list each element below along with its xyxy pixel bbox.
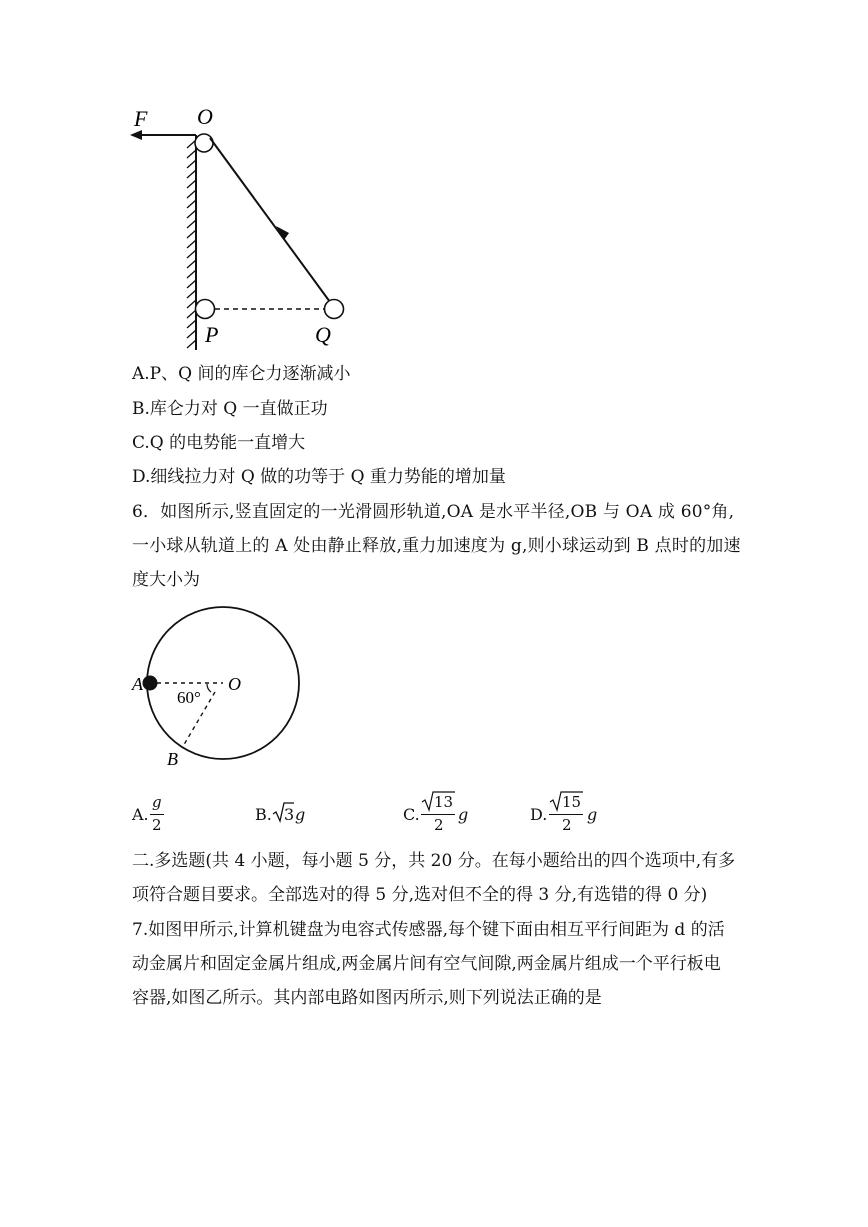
q6-option-c-var: g	[458, 805, 469, 824]
q5-option-b: B.库仑力对 Q 一直做正功	[132, 399, 328, 419]
label-O2: O	[228, 674, 241, 694]
q7-stem-line2: 动金属片和固定金属片组成,两金属片间有空气间隙,两金属片组成一个平行板电	[132, 954, 721, 974]
q6-option-a-prefix: A.	[132, 805, 149, 824]
q5-option-c: C.Q 的电势能一直增大	[132, 433, 306, 453]
q5-option-a: A.P、Q 间的库仑力逐渐减小	[132, 364, 351, 384]
q6-stem-line3: 度大小为	[132, 570, 200, 590]
q6-option-b-radicand: 3	[284, 805, 295, 824]
q7-stem-line1: 7.如图甲所示,计算机键盘为电容式传感器,每个键下面由相互平行间距为 d 的活	[132, 920, 725, 940]
label-A: A	[132, 674, 143, 694]
q6-option-b-var: g	[295, 805, 306, 824]
q6-option-d-prefix: D.	[530, 805, 548, 824]
section2-line2: 项符合题目要求。全部选对的得 5 分,选对但不全的得 3 分,有选错的得 0 分)	[132, 885, 708, 905]
label-Q: Q	[315, 322, 331, 347]
q6-option-a-den: 2	[152, 816, 162, 834]
string-OQ	[210, 138, 330, 302]
q6-stem-line1: 6．如图所示,竖直固定的一光滑圆形轨道,OA 是水平半径,OB 与 OA 成 60°角,	[132, 502, 735, 522]
q6-option-d-den: 2	[562, 816, 572, 834]
q6-option-a-num: g	[152, 793, 162, 811]
angle-arc	[207, 684, 211, 692]
section2-line1: 二.多选题(共 4 小题，每小题 5 分，共 20 分。在每小题给出的四个选项中,有多	[132, 851, 736, 871]
force-arrowhead	[130, 130, 142, 140]
q6-option-c-prefix: C.	[403, 805, 420, 824]
figure-pendulum-charges	[120, 100, 360, 355]
q6-option-c-bar	[421, 814, 455, 815]
figure-circular-track	[125, 600, 310, 770]
q6-option-b-prefix: B.	[255, 805, 272, 824]
q6-option-c-den: 2	[434, 816, 444, 834]
ball-A	[143, 676, 158, 691]
charge-P	[196, 300, 215, 319]
q6-option-d-num: 15	[562, 793, 582, 811]
charge-Q	[325, 300, 344, 319]
q6-option-d-bar	[549, 814, 583, 815]
label-O: O	[197, 104, 213, 129]
pulley-O	[195, 134, 213, 152]
q6-stem-line2: 一小球从轨道上的 A 处由静止释放,重力加速度为 g,则小球运动到 B 点时的加速	[132, 536, 741, 556]
label-P: P	[205, 322, 219, 347]
q6-option-a-bar	[150, 814, 164, 815]
angle-label: 60°	[177, 688, 201, 707]
q5-option-d: D.细线拉力对 Q 做的功等于 Q 重力势能的增加量	[132, 467, 506, 487]
label-B: B	[167, 749, 178, 769]
wall-hatching	[187, 140, 196, 348]
q7-stem-line3: 容器,如图乙所示。其内部电路如图丙所示,则下列说法正确的是	[132, 988, 602, 1008]
q6-option-c-num: 13	[434, 793, 454, 811]
q6-option-d-var: g	[587, 805, 598, 824]
label-F: F	[134, 106, 148, 131]
